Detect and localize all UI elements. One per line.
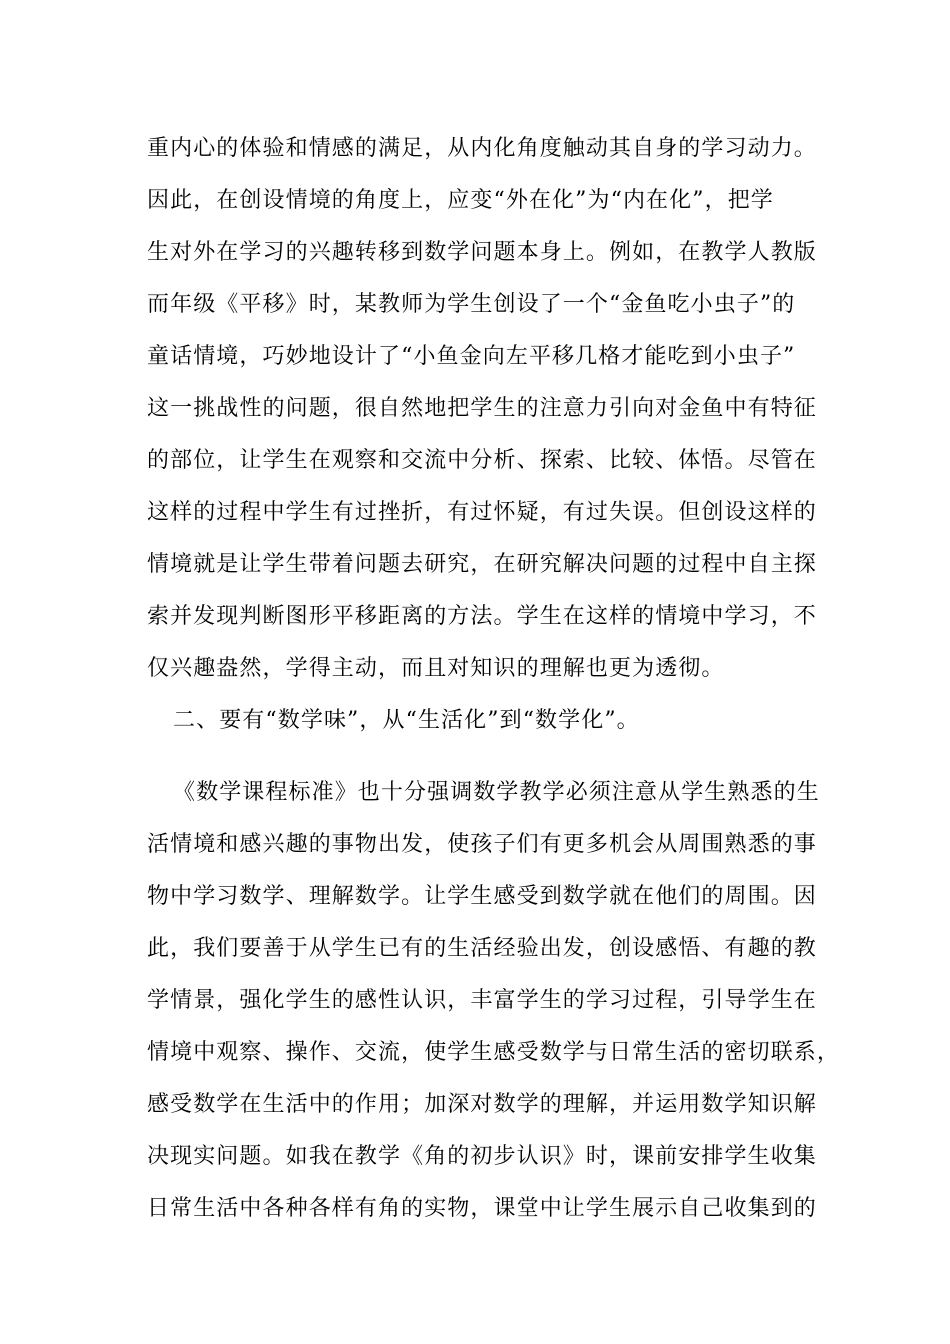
paragraph-2-line-7: 感受数学在生活中的作用；加深对数学的理解，并运用数学知识解 (147, 1092, 817, 1117)
paragraph-2-line-3: 物中学习数学、理解数学。让学生感受到数学就在他们的周围。因 (147, 884, 817, 909)
paragraph-2-line-6: 情境中观察、操作、交流，使学生感受数学与日常生活的密切联系， (147, 1040, 841, 1065)
paragraph-2-line-4: 此，我们要善于从学生已有的生活经验出发，创设感悟、有趣的教 (147, 936, 817, 961)
paragraph-1-line-11: 仅兴趣盎然，学得主动，而且对知识的理解也更为透彻。 (147, 656, 725, 681)
paragraph-1-line-4: 而年级《平移》时，某教师为学生创设了一个“金鱼吃小虫子”的 (147, 292, 796, 317)
paragraph-2-line-9: 日常生活中各种各样有角的实物，课堂中让学生展示自己收集到的 (147, 1196, 817, 1221)
paragraph-2-line-5: 学情景，强化学生的感性认识，丰富学生的学习过程，引导学生在 (147, 988, 817, 1013)
paragraph-2-line-8: 决现实问题。如我在教学《角的初步认识》时，课前安排学生收集 (147, 1144, 817, 1169)
section-heading: 二、要有“数学味”，从“生活化”到“数学化”。 (173, 708, 640, 733)
paragraph-2-line-2: 活情境和感兴趣的事物出发，使孩子们有更多机会从周围熟悉的事 (147, 832, 817, 857)
paragraph-1-line-5: 童话情境，巧妙地设计了“小鱼金向左平移几格才能吃到小虫子” (147, 344, 796, 369)
paragraph-1-line-6: 这一挑战性的问题，很自然地把学生的注意力引向对金鱼中有特征 (147, 396, 817, 421)
paragraph-1-line-9: 情境就是让学生带着问题去研究，在研究解决问题的过程中自主探 (147, 552, 817, 577)
paragraph-1-line-3: 生对外在学习的兴趣转移到数学问题本身上。例如，在教学人教版 (147, 240, 817, 265)
paragraph-1-line-8: 这样的过程中学生有过挫折，有过怀疑，有过失误。但创设这样的 (147, 500, 817, 525)
paragraph-2-line-1: 《数学课程标准》也十分强调数学教学必须注意从学生熟悉的生 (173, 780, 820, 805)
paragraph-1-line-7: 的部位，让学生在观察和交流中分析、探索、比较、体悟。尽管在 (147, 448, 817, 473)
paragraph-1-line-2: 因此，在创设情境的角度上，应变“外在化”为“内在化”，把学 (147, 188, 774, 213)
paragraph-1-line-10: 索并发现判断图形平移距离的方法。学生在这样的情境中学习，不 (147, 604, 817, 629)
paragraph-1-line-1: 重内心的体验和情感的满足，从内化角度触动其自身的学习动力。 (147, 136, 817, 161)
